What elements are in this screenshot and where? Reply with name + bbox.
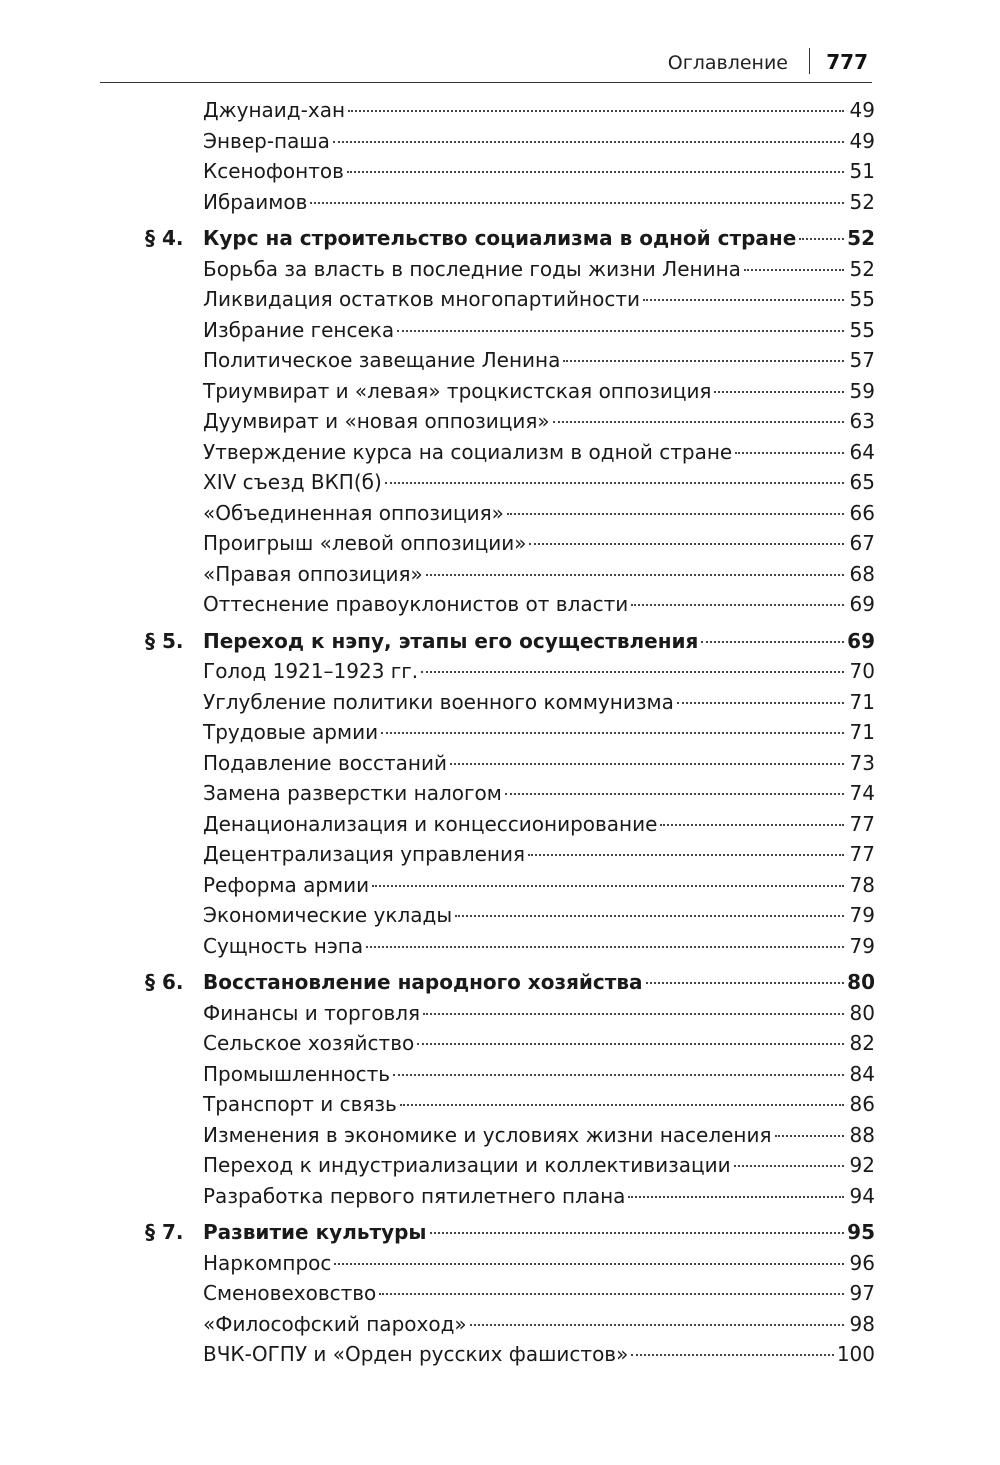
entry-page-number: 79 bbox=[849, 903, 875, 927]
entry-title: «Правая оппозиция» bbox=[203, 561, 423, 586]
entry-page-number: 97 bbox=[849, 1281, 875, 1305]
entry-page-number: 80 bbox=[849, 1000, 875, 1025]
entry-title: Ибраимов bbox=[203, 189, 308, 214]
entry-title: Экономические уклады bbox=[203, 903, 453, 927]
entry-page-number: 70 bbox=[849, 659, 875, 683]
entry-page-number: 88 bbox=[849, 1122, 875, 1147]
entry-title: Транспорт и связь bbox=[203, 1092, 397, 1116]
toc-entry-row[interactable] bbox=[145, 687, 875, 718]
toc-entry-row[interactable] bbox=[145, 437, 875, 468]
entry-title: Оттеснение правоуклонистов от власти bbox=[203, 592, 629, 616]
entry-title: Голод 1921–1923 гг. bbox=[203, 659, 419, 683]
toc-entry-row[interactable] bbox=[145, 839, 875, 870]
entry-page-number: 68 bbox=[849, 561, 875, 586]
toc-entry-row[interactable] bbox=[145, 406, 875, 437]
dot-leader bbox=[628, 1195, 844, 1198]
entry-title: Ксенофонтов bbox=[203, 159, 344, 183]
entry-page-number: 96 bbox=[849, 1250, 875, 1275]
entry-title: Проигрыш «левой оппозиции» bbox=[203, 531, 527, 555]
entry-page-number: 78 bbox=[849, 872, 875, 897]
dot-leader bbox=[455, 914, 844, 917]
toc-section-row[interactable] bbox=[145, 626, 875, 657]
toc-entry-row[interactable] bbox=[145, 870, 875, 901]
dot-leader bbox=[334, 1262, 844, 1265]
section-title: Курс на строительство социализма в одной стране bbox=[203, 226, 797, 250]
entry-page-number: 74 bbox=[849, 781, 875, 805]
entry-page-number: 52 bbox=[847, 226, 875, 250]
dot-leader bbox=[423, 1012, 844, 1015]
entry-page-number: 49 bbox=[849, 98, 875, 122]
entry-title: Замена разверстки налогом bbox=[203, 781, 502, 805]
entry-page-number: 69 bbox=[849, 592, 875, 616]
entry-title: Дуумвират и «новая оппозиция» bbox=[203, 409, 550, 433]
entry-title: Энвер-паша bbox=[203, 128, 330, 153]
toc-entry-row[interactable] bbox=[145, 1181, 875, 1212]
dot-leader bbox=[646, 981, 844, 984]
header-divider bbox=[809, 48, 811, 74]
dot-leader bbox=[379, 1292, 844, 1295]
entry-page-number: 49 bbox=[849, 128, 875, 153]
toc-entry-row[interactable] bbox=[145, 1339, 875, 1370]
dot-leader bbox=[366, 945, 844, 948]
entry-page-number: 77 bbox=[849, 811, 875, 836]
entry-title: Трудовые армии bbox=[203, 720, 379, 744]
dot-leader bbox=[348, 109, 844, 112]
entry-page-number: 86 bbox=[849, 1092, 875, 1116]
dot-leader bbox=[333, 140, 844, 143]
section-title: Восстановление народного хозяйства bbox=[203, 970, 643, 994]
entry-page-number: 59 bbox=[849, 378, 875, 403]
dot-leader bbox=[734, 1164, 844, 1167]
entry-page-number: 66 bbox=[849, 500, 875, 525]
toc-entry-row[interactable] bbox=[145, 1309, 875, 1340]
toc-entry-row[interactable] bbox=[145, 1150, 875, 1181]
entry-page-number: 77 bbox=[849, 842, 875, 866]
entry-page-number: 84 bbox=[849, 1061, 875, 1086]
entry-title: «Объединенная оппозиция» bbox=[203, 500, 504, 525]
toc-entry-row[interactable] bbox=[145, 900, 875, 931]
entry-title: Сущность нэпа bbox=[203, 933, 364, 958]
entry-title: Реформа армии bbox=[203, 872, 370, 897]
toc-section-row[interactable] bbox=[145, 967, 875, 998]
entry-title: Промышленность bbox=[203, 1061, 391, 1086]
dot-leader bbox=[430, 1231, 844, 1234]
toc-entry-row[interactable] bbox=[145, 467, 875, 498]
dot-leader bbox=[347, 170, 844, 173]
entry-page-number: 80 bbox=[847, 970, 875, 994]
dot-leader bbox=[660, 823, 844, 826]
entry-page-number: 64 bbox=[849, 439, 875, 464]
dot-leader bbox=[714, 390, 844, 393]
entry-page-number: 52 bbox=[849, 189, 875, 214]
toc-entry-row[interactable] bbox=[145, 1120, 875, 1151]
entry-title: Подавление восстаний bbox=[203, 750, 447, 775]
toc-entry-row[interactable] bbox=[145, 1059, 875, 1090]
entry-title: XIV съезд ВКП(б) bbox=[203, 470, 382, 494]
entry-page-number: 92 bbox=[849, 1153, 875, 1177]
toc-entry-row[interactable] bbox=[145, 656, 875, 687]
dot-leader bbox=[507, 512, 844, 515]
entry-title: Избрание генсека bbox=[203, 317, 395, 342]
entry-title: Триумвират и «левая» троцкистская оппозиция bbox=[203, 378, 712, 403]
entry-title: «Философский пароход» bbox=[203, 1311, 467, 1336]
dot-leader bbox=[397, 329, 844, 332]
entry-page-number: 73 bbox=[849, 750, 875, 775]
entry-page-number: 95 bbox=[847, 1220, 875, 1244]
entry-page-number: 100 bbox=[836, 1342, 875, 1366]
entry-page-number: 67 bbox=[849, 531, 875, 555]
dot-leader bbox=[529, 542, 844, 545]
toc-entry-row[interactable] bbox=[145, 778, 875, 809]
entry-title: Денационализация и концессионирование bbox=[203, 811, 658, 836]
entry-page-number: 65 bbox=[849, 470, 875, 494]
toc-entry-row[interactable] bbox=[145, 809, 875, 840]
entry-title: Сельское хозяйство bbox=[203, 1031, 415, 1055]
dot-leader bbox=[393, 1073, 844, 1076]
running-header-title: Оглавление bbox=[667, 52, 788, 74]
toc-entry-row[interactable] bbox=[145, 931, 875, 962]
entry-page-number: 98 bbox=[849, 1311, 875, 1336]
toc-entry-row[interactable] bbox=[145, 748, 875, 779]
entry-page-number: 71 bbox=[849, 689, 875, 714]
dot-leader bbox=[553, 420, 844, 423]
entry-title: ВЧК-ОГПУ и «Орден русских фашистов» bbox=[203, 1342, 629, 1366]
dot-leader bbox=[631, 1353, 833, 1356]
toc-entry-row[interactable] bbox=[145, 998, 875, 1029]
page-number: 777 bbox=[826, 50, 868, 74]
toc-entry-row[interactable] bbox=[145, 95, 875, 126]
dot-leader bbox=[744, 268, 844, 271]
dot-leader bbox=[701, 640, 844, 643]
dot-leader bbox=[310, 201, 844, 204]
entry-title: Наркомпрос bbox=[203, 1250, 332, 1275]
dot-leader bbox=[372, 884, 844, 887]
toc-entry-row[interactable] bbox=[145, 156, 875, 187]
entry-title: Утверждение курса на социализм в одной стране bbox=[203, 439, 733, 464]
entry-title: Углубление политики военного коммунизма bbox=[203, 689, 674, 714]
entry-page-number: 69 bbox=[847, 628, 875, 653]
dot-leader bbox=[677, 701, 844, 704]
toc-entry-row[interactable] bbox=[145, 1278, 875, 1309]
entry-page-number: 94 bbox=[849, 1183, 875, 1208]
dot-leader bbox=[775, 1134, 844, 1137]
dot-leader bbox=[563, 359, 844, 362]
entry-title: Децентрализация управления bbox=[203, 842, 526, 866]
entry-page-number: 71 bbox=[849, 720, 875, 744]
dot-leader bbox=[528, 853, 844, 856]
entry-title: Разработка первого пятилетнего плана bbox=[203, 1183, 626, 1208]
entry-title: Ликвидация остатков многопартийности bbox=[203, 287, 641, 311]
toc-entry-row[interactable] bbox=[145, 498, 875, 529]
entry-title: Переход к индустриализации и коллективизации bbox=[203, 1153, 731, 1177]
toc-entry-row[interactable] bbox=[145, 559, 875, 590]
entry-page-number: 51 bbox=[849, 159, 875, 183]
toc-section-row[interactable] bbox=[145, 1217, 875, 1248]
dot-leader bbox=[417, 1042, 844, 1045]
dot-leader bbox=[470, 1323, 844, 1326]
table-of-contents bbox=[145, 95, 875, 1370]
toc-entry-row[interactable] bbox=[145, 315, 875, 346]
section-number: § 4. bbox=[145, 226, 184, 250]
entry-title: Сменовеховство bbox=[203, 1281, 377, 1305]
section-number: § 6. bbox=[145, 970, 184, 994]
dot-leader bbox=[631, 603, 844, 606]
dot-leader bbox=[799, 237, 844, 240]
section-number: § 5. bbox=[145, 628, 184, 653]
toc-entry-row[interactable] bbox=[145, 376, 875, 407]
entry-title: Джунаид-хан bbox=[203, 98, 346, 122]
dot-leader bbox=[735, 451, 844, 454]
entry-page-number: 82 bbox=[849, 1031, 875, 1055]
entry-title: Изменения в экономике и условиях жизни населения bbox=[203, 1122, 772, 1147]
dot-leader bbox=[381, 731, 844, 734]
section-title: Переход к нэпу, этапы его осуществления bbox=[203, 628, 699, 653]
dot-leader bbox=[421, 670, 844, 673]
toc-entry-row[interactable] bbox=[145, 126, 875, 157]
entry-page-number: 52 bbox=[849, 256, 875, 281]
entry-page-number: 57 bbox=[849, 348, 875, 372]
toc-section-row[interactable] bbox=[145, 223, 875, 254]
toc-entry-row[interactable] bbox=[145, 254, 875, 285]
toc-entry-row[interactable] bbox=[145, 528, 875, 559]
dot-leader bbox=[385, 481, 844, 484]
entry-page-number: 55 bbox=[849, 317, 875, 342]
toc-entry-row[interactable] bbox=[145, 284, 875, 315]
dot-leader bbox=[450, 762, 844, 765]
toc-entry-row[interactable] bbox=[145, 345, 875, 376]
section-number: § 7. bbox=[145, 1220, 184, 1244]
entry-page-number: 63 bbox=[849, 409, 875, 433]
toc-entry-row[interactable] bbox=[145, 1248, 875, 1279]
dot-leader bbox=[505, 792, 844, 795]
toc-entry-row[interactable] bbox=[145, 1028, 875, 1059]
dot-leader bbox=[643, 298, 844, 301]
section-title: Развитие культуры bbox=[203, 1220, 427, 1244]
running-header bbox=[100, 42, 872, 83]
toc-entry-row[interactable] bbox=[145, 717, 875, 748]
toc-entry-row[interactable] bbox=[145, 187, 875, 218]
entry-title: Финансы и торговля bbox=[203, 1000, 421, 1025]
entry-page-number: 79 bbox=[849, 933, 875, 958]
entry-title: Политическое завещание Ленина bbox=[203, 348, 561, 372]
dot-leader bbox=[426, 573, 844, 576]
entry-title: Борьба за власть в последние годы жизни Ленина bbox=[203, 256, 741, 281]
entry-page-number: 55 bbox=[849, 287, 875, 311]
toc-entry-row[interactable] bbox=[145, 1089, 875, 1120]
dot-leader bbox=[400, 1103, 844, 1106]
toc-entry-row[interactable] bbox=[145, 589, 875, 620]
